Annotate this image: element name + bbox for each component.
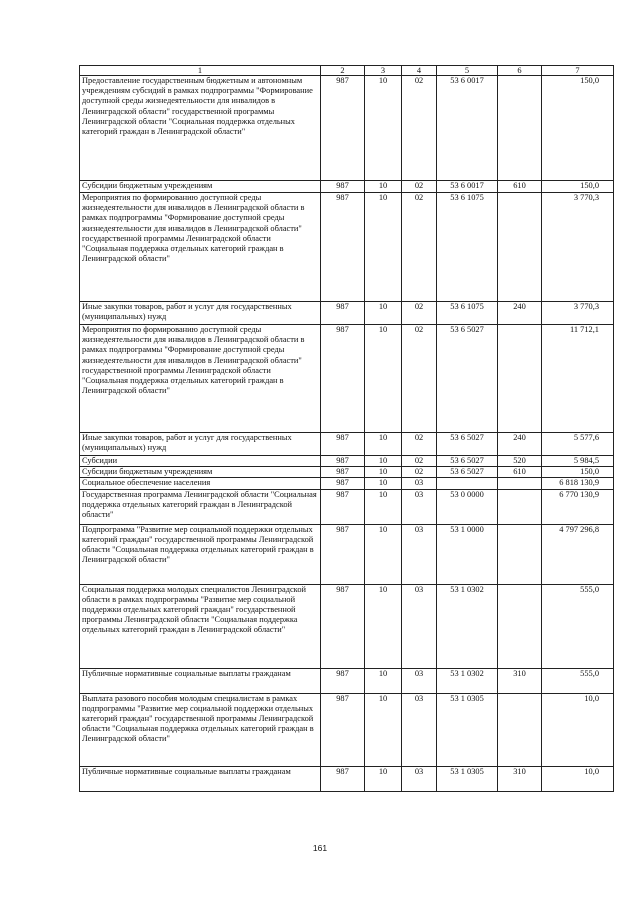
row-code-5: 53 6 0017 (437, 76, 498, 181)
row-code-3: 10 (365, 76, 402, 181)
row-amount: 5 984,5 (542, 456, 614, 467)
row-amount: 3 770,3 (542, 193, 614, 302)
row-amount: 555,0 (542, 584, 614, 668)
row-code-3: 10 (365, 668, 402, 693)
table-row (80, 584, 614, 668)
table-row (80, 693, 614, 766)
row-code-4: 02 (402, 433, 437, 456)
row-code-3: 10 (365, 584, 402, 668)
row-code-6: 520 (498, 456, 542, 467)
row-code-5: 53 1 0305 (437, 693, 498, 766)
row-code-6: 610 (498, 181, 542, 193)
row-code-3: 10 (365, 302, 402, 325)
row-amount: 555,0 (542, 668, 614, 693)
row-code-6 (498, 693, 542, 766)
row-code-5: 53 6 0017 (437, 181, 498, 193)
row-code-6 (498, 76, 542, 181)
row-code-2: 987 (321, 478, 365, 489)
row-code-2: 987 (321, 456, 365, 467)
row-code-3: 10 (365, 193, 402, 302)
row-code-4: 03 (402, 524, 437, 584)
table-row (80, 325, 614, 433)
row-code-3: 10 (365, 524, 402, 584)
row-code-3: 10 (365, 181, 402, 193)
row-code-3: 10 (365, 478, 402, 489)
budget-table (79, 65, 614, 792)
row-code-5: 53 1 0302 (437, 668, 498, 693)
row-amount: 6 818 130,9 (542, 478, 614, 489)
row-code-6 (498, 478, 542, 489)
row-name: Социальное обеспечение населения (80, 478, 321, 489)
row-code-2: 987 (321, 524, 365, 584)
row-code-6: 240 (498, 433, 542, 456)
row-code-6 (498, 489, 542, 524)
table-row (80, 433, 614, 456)
row-name: Иные закупки товаров, работ и услуг для государственных (муниципальных) нужд (80, 302, 321, 325)
table-row (80, 668, 614, 693)
row-code-6: 310 (498, 766, 542, 791)
row-name: Выплата разового пособия молодым специалистам в рамках подпрограммы "Развитие мер социальной поддержки отдельных категорий граждан" государственной программы Ленинградской области "Социальная поддержка отдельных категорий граждан в Ленинградской области" (80, 693, 321, 766)
row-name: Социальная поддержка молодых специалистов Ленинградской области в рамках подпрограммы "Развитие мер социальной поддержки отдельных категорий граждан" государственной программы Ленинградской области "Социальная поддержка отдельных категорий граждан в Ленинградской области" (80, 584, 321, 668)
row-code-2: 987 (321, 693, 365, 766)
header-col-6: 6 (498, 66, 542, 76)
table-row (80, 478, 614, 489)
row-code-3: 10 (365, 325, 402, 433)
row-code-4: 02 (402, 467, 437, 478)
row-amount: 11 712,1 (542, 325, 614, 433)
row-code-5: 53 0 0000 (437, 489, 498, 524)
row-code-4: 03 (402, 478, 437, 489)
row-code-2: 987 (321, 766, 365, 791)
table-row (80, 456, 614, 467)
row-code-3: 10 (365, 467, 402, 478)
row-amount: 150,0 (542, 467, 614, 478)
row-amount: 3 770,3 (542, 302, 614, 325)
row-code-4: 02 (402, 181, 437, 193)
row-amount: 5 577,6 (542, 433, 614, 456)
row-code-6 (498, 524, 542, 584)
row-code-6: 610 (498, 467, 542, 478)
row-code-4: 03 (402, 584, 437, 668)
row-code-2: 987 (321, 467, 365, 478)
row-name: Публичные нормативные социальные выплаты гражданам (80, 766, 321, 791)
row-code-2: 987 (321, 584, 365, 668)
row-amount: 150,0 (542, 181, 614, 193)
row-code-5: 53 1 0000 (437, 524, 498, 584)
row-code-3: 10 (365, 766, 402, 791)
row-code-4: 03 (402, 489, 437, 524)
table-row (80, 766, 614, 791)
row-amount: 150,0 (542, 76, 614, 181)
row-code-5: 53 1 0305 (437, 766, 498, 791)
header-col-1: 1 (80, 66, 321, 76)
row-code-6 (498, 325, 542, 433)
header-col-3: 3 (365, 66, 402, 76)
row-name: Публичные нормативные социальные выплаты гражданам (80, 668, 321, 693)
row-code-4: 03 (402, 668, 437, 693)
row-code-3: 10 (365, 456, 402, 467)
row-code-2: 987 (321, 302, 365, 325)
row-code-4: 02 (402, 325, 437, 433)
row-name: Субсидии бюджетным учреждениям (80, 181, 321, 193)
row-code-6: 240 (498, 302, 542, 325)
row-code-4: 02 (402, 76, 437, 181)
row-code-4: 02 (402, 193, 437, 302)
row-code-5: 53 6 1075 (437, 302, 498, 325)
header-col-5: 5 (437, 66, 498, 76)
table-header-row (80, 66, 614, 76)
row-amount: 6 770 130,9 (542, 489, 614, 524)
row-code-3: 10 (365, 693, 402, 766)
row-code-5: 53 6 5027 (437, 467, 498, 478)
row-code-5: 53 1 0302 (437, 584, 498, 668)
table-row (80, 193, 614, 302)
row-code-5 (437, 478, 498, 489)
row-name: Мероприятия по формированию доступной среды жизнедеятельности для инвалидов в Ленинградской области в рамках подпрограммы "Формирование доступной среды жизнедеятельности для инвалидов в Ленинградской области" государственной программы Ленинградской области "Социальная поддержка отдельных категорий граждан в Ленинградской области" (80, 193, 321, 302)
row-code-3: 10 (365, 489, 402, 524)
table-row (80, 467, 614, 478)
row-code-4: 03 (402, 693, 437, 766)
row-code-5: 53 6 5027 (437, 325, 498, 433)
row-code-2: 987 (321, 433, 365, 456)
row-amount: 10,0 (542, 693, 614, 766)
table-row (80, 181, 614, 193)
row-name: Субсидии (80, 456, 321, 467)
row-code-4: 02 (402, 302, 437, 325)
row-code-5: 53 6 1075 (437, 193, 498, 302)
row-name: Подпрограмма "Развитие мер социальной поддержки отдельных категорий граждан" государственной программы Ленинградской области "Социальная поддержка отдельных категорий граждан в Ленинградской области" (80, 524, 321, 584)
page-number: 161 (312, 843, 328, 853)
row-name: Государственная программа Ленинградской области "Социальная поддержка отдельных категорий граждан в Ленинградской области" (80, 489, 321, 524)
row-code-5: 53 6 5027 (437, 456, 498, 467)
row-name: Предоставление государственным бюджетным и автономным учреждениям субсидий в рамках подпрограммы "Формирование доступной среды жизнедеятельности для инвалидов в Ленинградской области" государственной программы Ленинградской области "Социальная поддержка отдельных категорий граждан в Ленинградской области" (80, 76, 321, 181)
row-code-2: 987 (321, 325, 365, 433)
row-code-2: 987 (321, 193, 365, 302)
table-row (80, 489, 614, 524)
row-code-2: 987 (321, 181, 365, 193)
row-code-4: 03 (402, 766, 437, 791)
row-code-2: 987 (321, 76, 365, 181)
row-name: Иные закупки товаров, работ и услуг для государственных (муниципальных) нужд (80, 433, 321, 456)
table-row (80, 524, 614, 584)
header-col-7: 7 (542, 66, 614, 76)
header-col-2: 2 (321, 66, 365, 76)
row-name: Мероприятия по формированию доступной среды жизнедеятельности для инвалидов в Ленинградской области в рамках подпрограммы "Формирование доступной среды жизнедеятельности для инвалидов в Ленинградской области" государственной программы Ленинградской области "Социальная поддержка отдельных категорий граждан в Ленинградской области" (80, 325, 321, 433)
row-amount: 10,0 (542, 766, 614, 791)
row-name: Субсидии бюджетным учреждениям (80, 467, 321, 478)
row-amount: 4 797 296,8 (542, 524, 614, 584)
row-code-5: 53 6 5027 (437, 433, 498, 456)
table-row (80, 302, 614, 325)
row-code-3: 10 (365, 433, 402, 456)
header-col-4: 4 (402, 66, 437, 76)
row-code-6 (498, 193, 542, 302)
row-code-2: 987 (321, 489, 365, 524)
row-code-6: 310 (498, 668, 542, 693)
row-code-6 (498, 584, 542, 668)
row-code-2: 987 (321, 668, 365, 693)
table-row (80, 76, 614, 181)
row-code-4: 02 (402, 456, 437, 467)
